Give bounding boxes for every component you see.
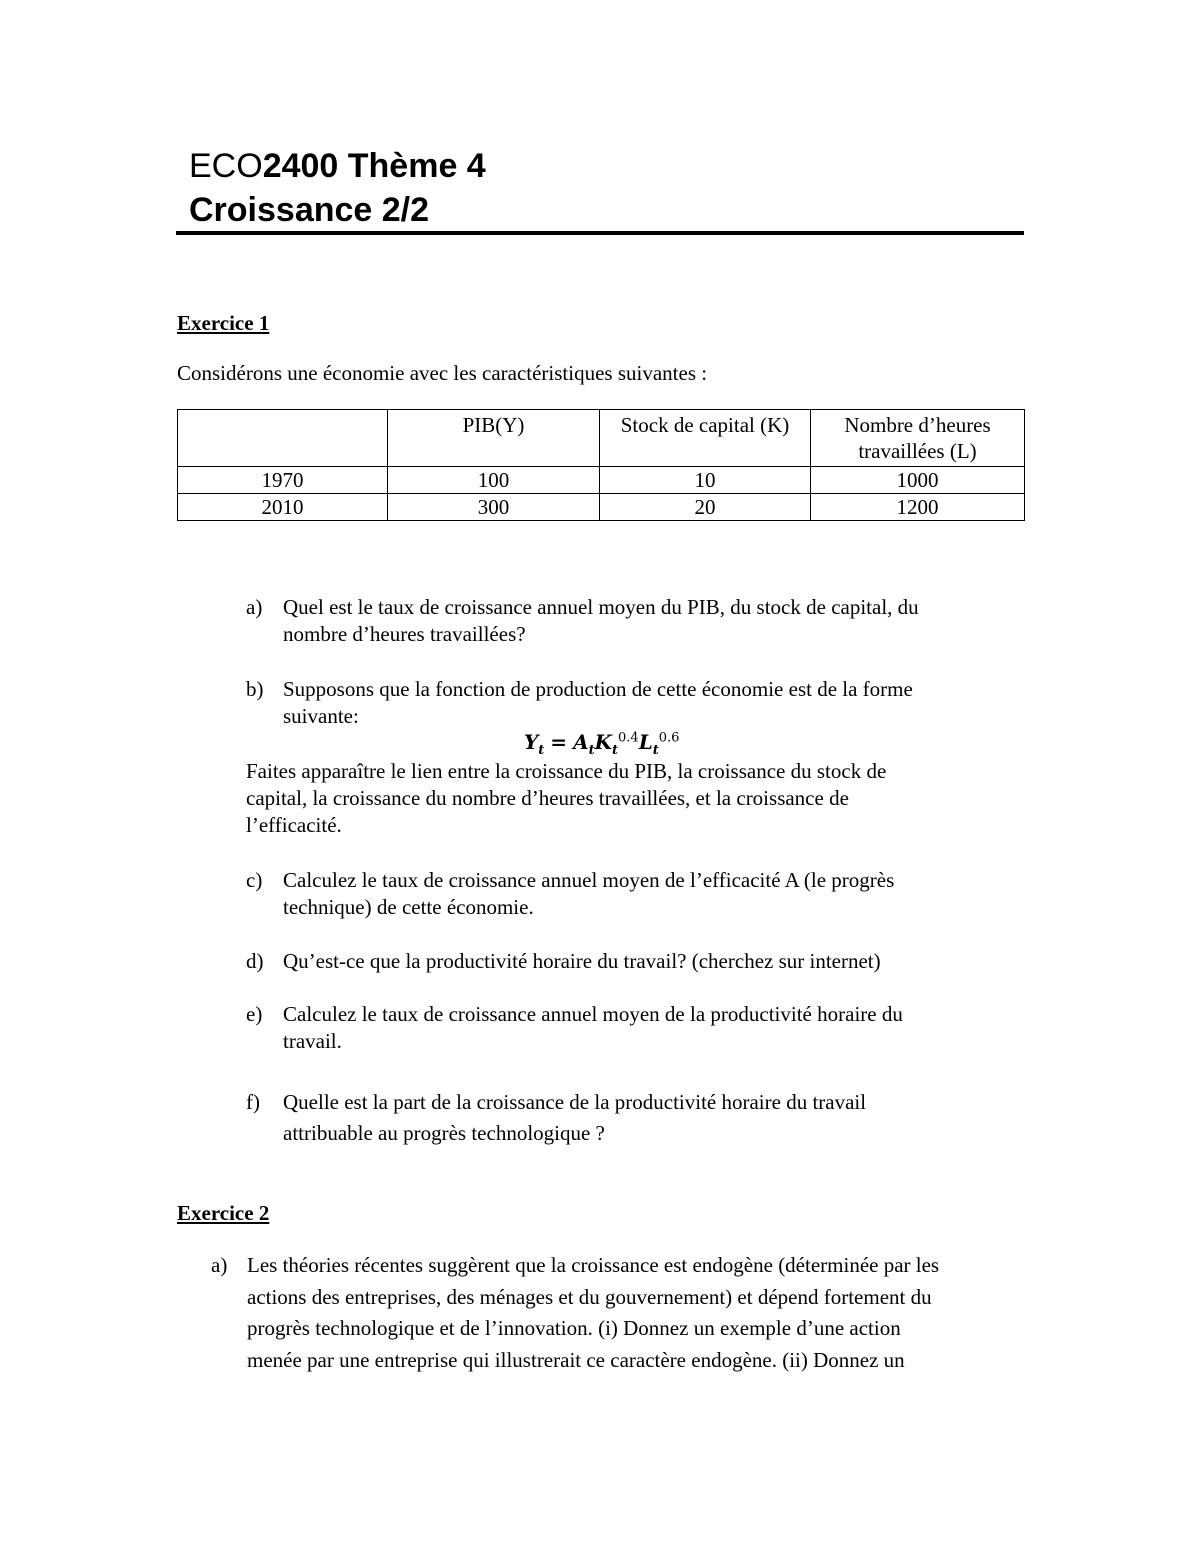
question-text: actions des entreprises, des ménages et du gouvernement) et dépend fortement du xyxy=(247,1284,932,1309)
exercise-1-heading: Exercice 1 xyxy=(177,311,270,335)
exercise-1-intro: Considérons une économie avec les caractéristiques suivantes : xyxy=(177,361,708,385)
title-prefix: ECO xyxy=(189,147,263,185)
table-header-cell xyxy=(178,410,388,467)
question-text: attribuable au progrès technologique ? xyxy=(283,1121,605,1145)
table-cell: 300 xyxy=(388,494,600,521)
formula-symbol: A xyxy=(573,730,589,754)
table-header-cell: Nombre d’heures travaillées (L) xyxy=(811,410,1025,467)
formula-equals: = xyxy=(550,730,568,754)
formula-subscript: t xyxy=(588,743,595,758)
question-text: Qu’est-ce que la productivité horaire du travail? (cherchez sur internet) xyxy=(283,949,881,973)
title-rest: 2400 Thème 4 xyxy=(262,147,486,185)
table-cell: 1970 xyxy=(178,467,388,494)
table-row xyxy=(178,467,1025,494)
production-function-formula xyxy=(524,730,679,758)
question-label: d) xyxy=(246,949,264,973)
paragraph-line: capital, la croissance du nombre d’heures travaillées, et la croissance de xyxy=(246,786,849,810)
question-label: a) xyxy=(211,1253,228,1277)
table-header-row xyxy=(178,410,1025,467)
data-table xyxy=(177,409,1025,521)
question-text: Calculez le taux de croissance annuel moyen de la productivité horaire du xyxy=(283,1002,903,1026)
formula-subscript: t xyxy=(652,743,659,758)
question-text: Quel est le taux de croissance annuel moyen du PIB, du stock de capital, du xyxy=(283,595,919,619)
question-label: f) xyxy=(246,1090,260,1114)
table-cell: 10 xyxy=(600,467,811,494)
question-label: c) xyxy=(246,868,263,892)
table-cell: 20 xyxy=(600,494,811,521)
formula-subscript: t xyxy=(612,743,619,758)
question-text: menée par une entreprise qui illustrerait ce caractère endogène. (ii) Donnez un xyxy=(247,1347,905,1372)
question-b-followup xyxy=(246,758,886,839)
question-text: Les théories récentes suggèrent que la croissance est endogène (déterminée par les xyxy=(247,1253,940,1277)
question-label: a) xyxy=(246,595,263,619)
question-text: Calculez le taux de croissance annuel moyen de l’efficacité A (le progrès xyxy=(283,868,895,892)
table-cell: 100 xyxy=(388,467,600,494)
table-cell: 2010 xyxy=(178,494,388,521)
question-text: progrès technologique et de l’innovation. (i) Donnez un exemple d’une action xyxy=(247,1316,901,1340)
question-text: Supposons que la fonction de production de cette économie est de la forme xyxy=(283,677,913,701)
formula-exponent: 0.4 xyxy=(618,730,639,746)
question-label: e) xyxy=(246,1002,263,1026)
formula-exponent: 0.6 xyxy=(658,730,680,746)
document-subtitle: Croissance 2/2 xyxy=(189,191,430,229)
question-text: travail. xyxy=(283,1029,342,1053)
question-text: technique) de cette économie. xyxy=(283,895,534,919)
document-title xyxy=(189,146,486,186)
question-text: nombre d’heures travaillées? xyxy=(283,622,526,646)
exercise-2-heading: Exercice 2 xyxy=(177,1201,270,1225)
formula-subscript: t xyxy=(538,743,545,758)
formula-symbol: K xyxy=(594,730,612,754)
formula-symbol: Y xyxy=(524,730,539,754)
title-divider xyxy=(176,231,1024,235)
question-label: b) xyxy=(246,677,264,701)
paragraph-line: l’efficacité. xyxy=(246,813,342,837)
table-header-cell: Stock de capital (K) xyxy=(600,410,811,467)
formula-symbol: L xyxy=(638,730,653,754)
table-cell: 1200 xyxy=(811,494,1025,521)
table-row xyxy=(178,494,1025,521)
paragraph-line: Faites apparaître le lien entre la croissance du PIB, la croissance du stock de xyxy=(246,759,887,783)
question-text: suivante: xyxy=(283,704,359,728)
table-cell: 1000 xyxy=(811,467,1025,494)
table-header-cell: PIB(Y) xyxy=(388,410,600,467)
question-text: Quelle est la part de la croissance de la productivité horaire du travail xyxy=(283,1090,867,1114)
